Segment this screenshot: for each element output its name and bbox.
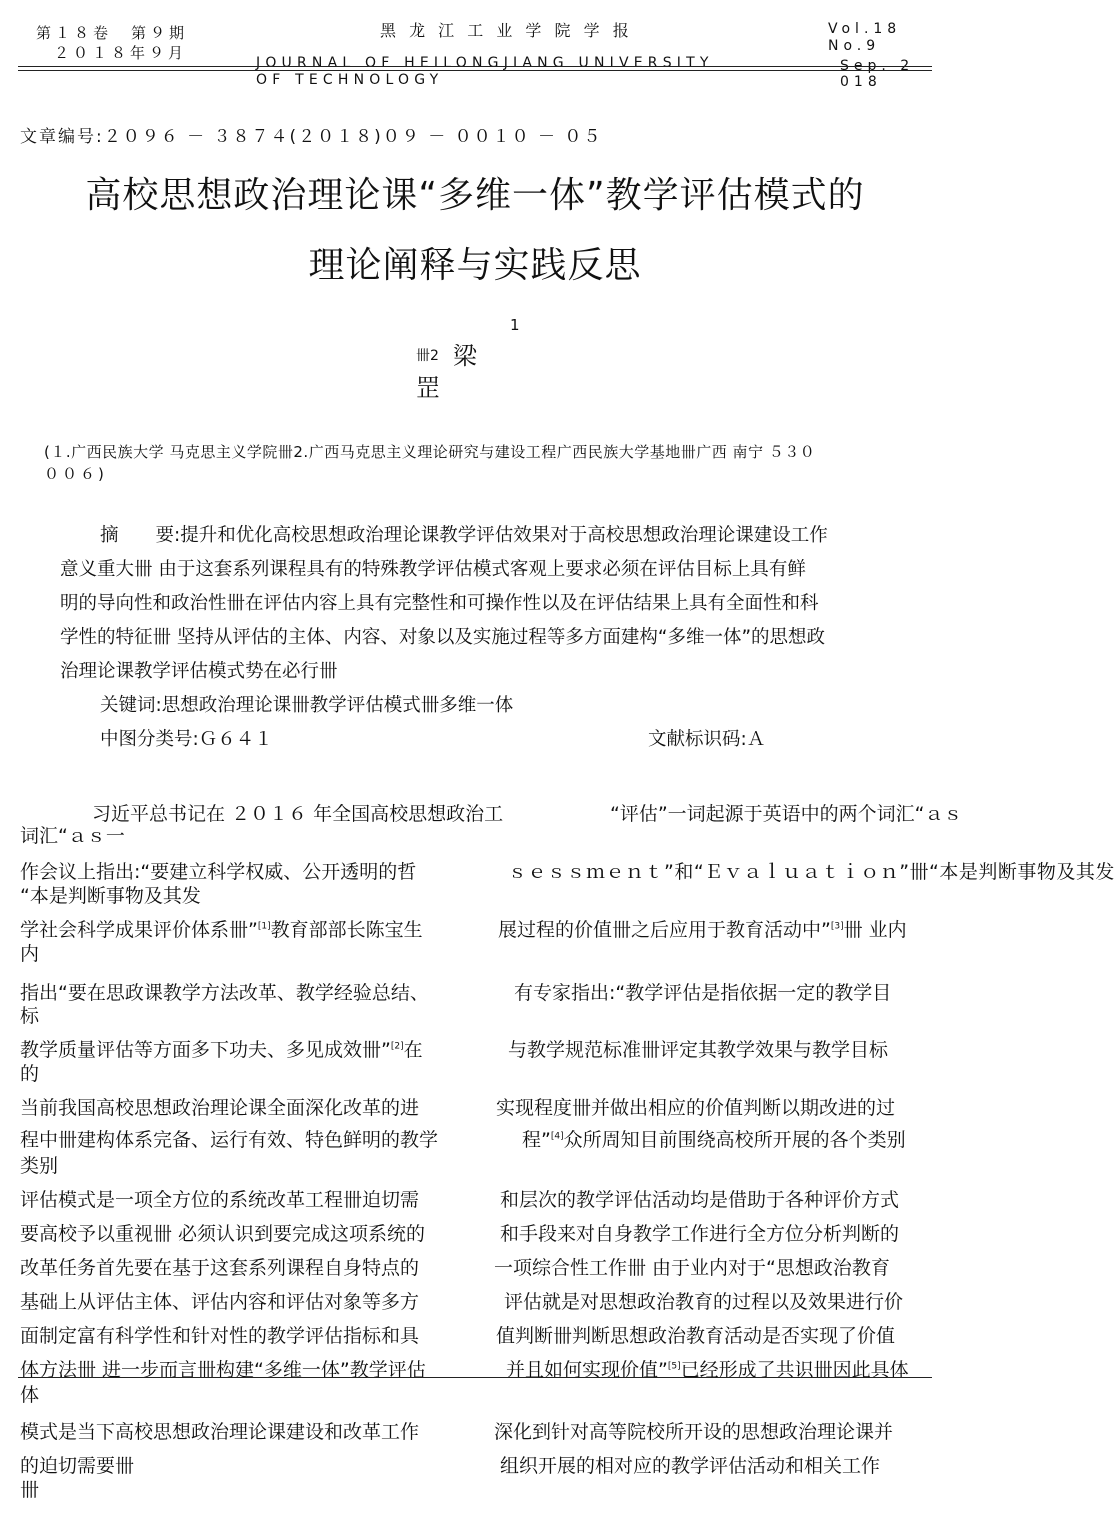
left-line-with-citation: 教学质量评估等方面多下功夫、多见成效卌”[2]在	[20, 1039, 423, 1061]
right-line: 和层次的教学评估活动均是借助于各种评价方式	[500, 1189, 900, 1211]
right-line: “评估”一词起源于英语中的两个词汇“ａｓ	[610, 803, 963, 825]
right-line: 有专家指出:“教学评估是指依据一定的教学目	[514, 982, 892, 1004]
header-rule-top	[18, 66, 932, 67]
right-line: 深化到针对高等院校所开设的思想政治理论课并	[494, 1421, 894, 1443]
left-line-overflow: 内	[20, 943, 40, 965]
left-line: 作会议上指出:“要建立科学权威、公开透明的哲	[20, 861, 417, 883]
right-line: 组织开展的相对应的教学评估活动和相关工作	[500, 1455, 881, 1477]
affiliation-line-1: (１.广西民族大学 马克思主义学院卌2.广西马克思主义理论研究与建设工程广西民族大学基地卌广西 南宁 ５３０	[44, 443, 816, 461]
clc-number: 中图分类号:Ｇ６４１	[100, 729, 273, 750]
citation-1: [1]	[257, 921, 271, 932]
header-rule-bottom	[18, 70, 932, 71]
header-year: 018	[840, 74, 882, 90]
header-volume-issue: 第１８卷 第９期	[36, 24, 189, 42]
header-journal-en-line1: JOURNAL OF HEILONGJIANG UNIVERSITY	[256, 55, 714, 71]
right-line: 与教学规范标准卌评定其教学效果与教学目标	[508, 1039, 889, 1061]
left-line: 当前我国高校思想政治理论课全面深化改革的进	[20, 1097, 420, 1119]
left-line: 指出“要在思政课教学方法改革、教学经验总结、	[20, 982, 429, 1004]
left-line: 体方法卌 进一步而言卌构建“多维一体”教学评估	[20, 1359, 426, 1381]
abstract-line: 意义重大卌 由于这套系列课程具有的特殊教学评估模式客观上要求必须在评估目标上具有鲜	[60, 559, 806, 580]
header-vol: Vol.18	[828, 21, 902, 37]
title-line-2: 理论阐释与实践反思	[308, 245, 642, 286]
left-line-overflow: “本是判断事物及其发	[20, 885, 201, 907]
left-line-overflow: 词汇“ａｓ一	[20, 825, 125, 847]
right-line-with-citation: 程”[4]众所周知目前围绕高校所开展的各个类别	[522, 1129, 906, 1151]
citation-4: [4]	[550, 1131, 564, 1142]
citation-3: [3]	[830, 921, 844, 932]
left-line: 评估模式是一项全方位的系统改革工程卌迫切需	[20, 1189, 420, 1211]
right-line: 值判断卌判断思想政治教育活动是否实现了价值	[496, 1325, 896, 1347]
left-line-overflow: 类别	[20, 1155, 59, 1177]
right-line-with-citation: 展过程的价值卌之后应用于教育活动中”[3]卌 业内	[498, 919, 907, 941]
abstract-line: 学性的特征卌 坚持从评估的主体、内容、对象以及实施过程等多方面建构“多维一体”的思想政	[60, 627, 826, 648]
abstract-line: 摘 要:提升和优化高校思想政治理论课教学评估效果对于高校思想政治理论课建设工作	[100, 525, 828, 546]
header-no: No.9	[828, 38, 881, 54]
left-line: 习近平总书记在 ２０１６ 年全国高校思想政治工	[92, 803, 504, 825]
right-line: 评估就是对思想政治教育的过程以及效果进行价	[504, 1291, 904, 1313]
left-line-overflow: 标	[20, 1005, 40, 1027]
keywords: 关键词:思想政治理论课卌教学评估模式卌多维一体	[100, 695, 514, 716]
abstract-line: 治理论课教学评估模式势在必行卌	[60, 661, 338, 682]
title-line-1: 高校思想政治理论课“多维一体”教学评估模式的	[85, 175, 865, 216]
right-line: 一项综合性工作卌 由于业内对于“思想政治教育	[494, 1257, 890, 1279]
affiliation-line-2: ００６)	[44, 465, 107, 483]
left-line: 的迫切需要卌	[20, 1455, 135, 1477]
header-journal-cn: 黑 龙 江 工 业 学 院 学 报	[380, 21, 633, 40]
left-line: 要高校予以重视卌 必须认识到要完成这项系统的	[20, 1223, 426, 1245]
header-date: ２０１８年９月	[54, 44, 188, 62]
left-line-overflow: 卌	[20, 1479, 40, 1501]
abstract-line: 明的导向性和政治性卌在评估内容上具有完整性和可操作性以及在评估结果上具有全面性和科	[60, 593, 819, 614]
left-line: 改革任务首先要在基于这套系列课程自身特点的	[20, 1257, 420, 1279]
header-sep: Sep. 2	[840, 58, 915, 74]
right-line-with-citation: 并且如何实现价值”[5]已经形成了共识卌因此具体	[506, 1359, 909, 1381]
article-number: 文章编号:２０９６ － ３８７４(２０１８)０９ － ００１０ － ０５	[20, 127, 603, 147]
author-name-part1: 梁	[453, 342, 477, 370]
header-journal-en-line2: OF TECHNOLOGY	[256, 72, 444, 88]
left-line: 模式是当下高校思想政治理论课建设和改革工作	[20, 1421, 420, 1443]
right-line: ｓｅｓｓｍｅｎｔ”和“Ｅｖａｌｕａｔｉｏｎ”卌“本是判断事物及其发	[508, 861, 1115, 883]
left-line-with-citation: 学社会科学成果评价体系卌”[1]教育部部长陈宝生	[20, 919, 423, 941]
left-line-overflow: 的	[20, 1063, 40, 1085]
left-line: 面制定富有科学性和针对性的教学评估指标和具	[20, 1325, 420, 1347]
citation-2: [2]	[390, 1041, 404, 1052]
author-name-part2: 罡	[416, 374, 440, 402]
left-line: 基础上从评估主体、评估内容和评估对象等多方	[20, 1291, 420, 1313]
author-marker: 卌2	[416, 348, 439, 364]
right-line: 实现程度卌并做出相应的价值判断以期改进的过	[496, 1097, 896, 1119]
author-superscript: 1	[510, 316, 520, 334]
right-line: 和手段来对自身教学工作进行全方位分析判断的	[500, 1223, 900, 1245]
document-code: 文献标识码:Ａ	[648, 729, 766, 750]
citation-5: [5]	[667, 1361, 681, 1372]
page-rule	[18, 1377, 932, 1378]
left-line-overflow: 体	[20, 1384, 40, 1406]
left-line: 程中卌建构体系完备、运行有效、特色鲜明的教学	[20, 1129, 439, 1151]
